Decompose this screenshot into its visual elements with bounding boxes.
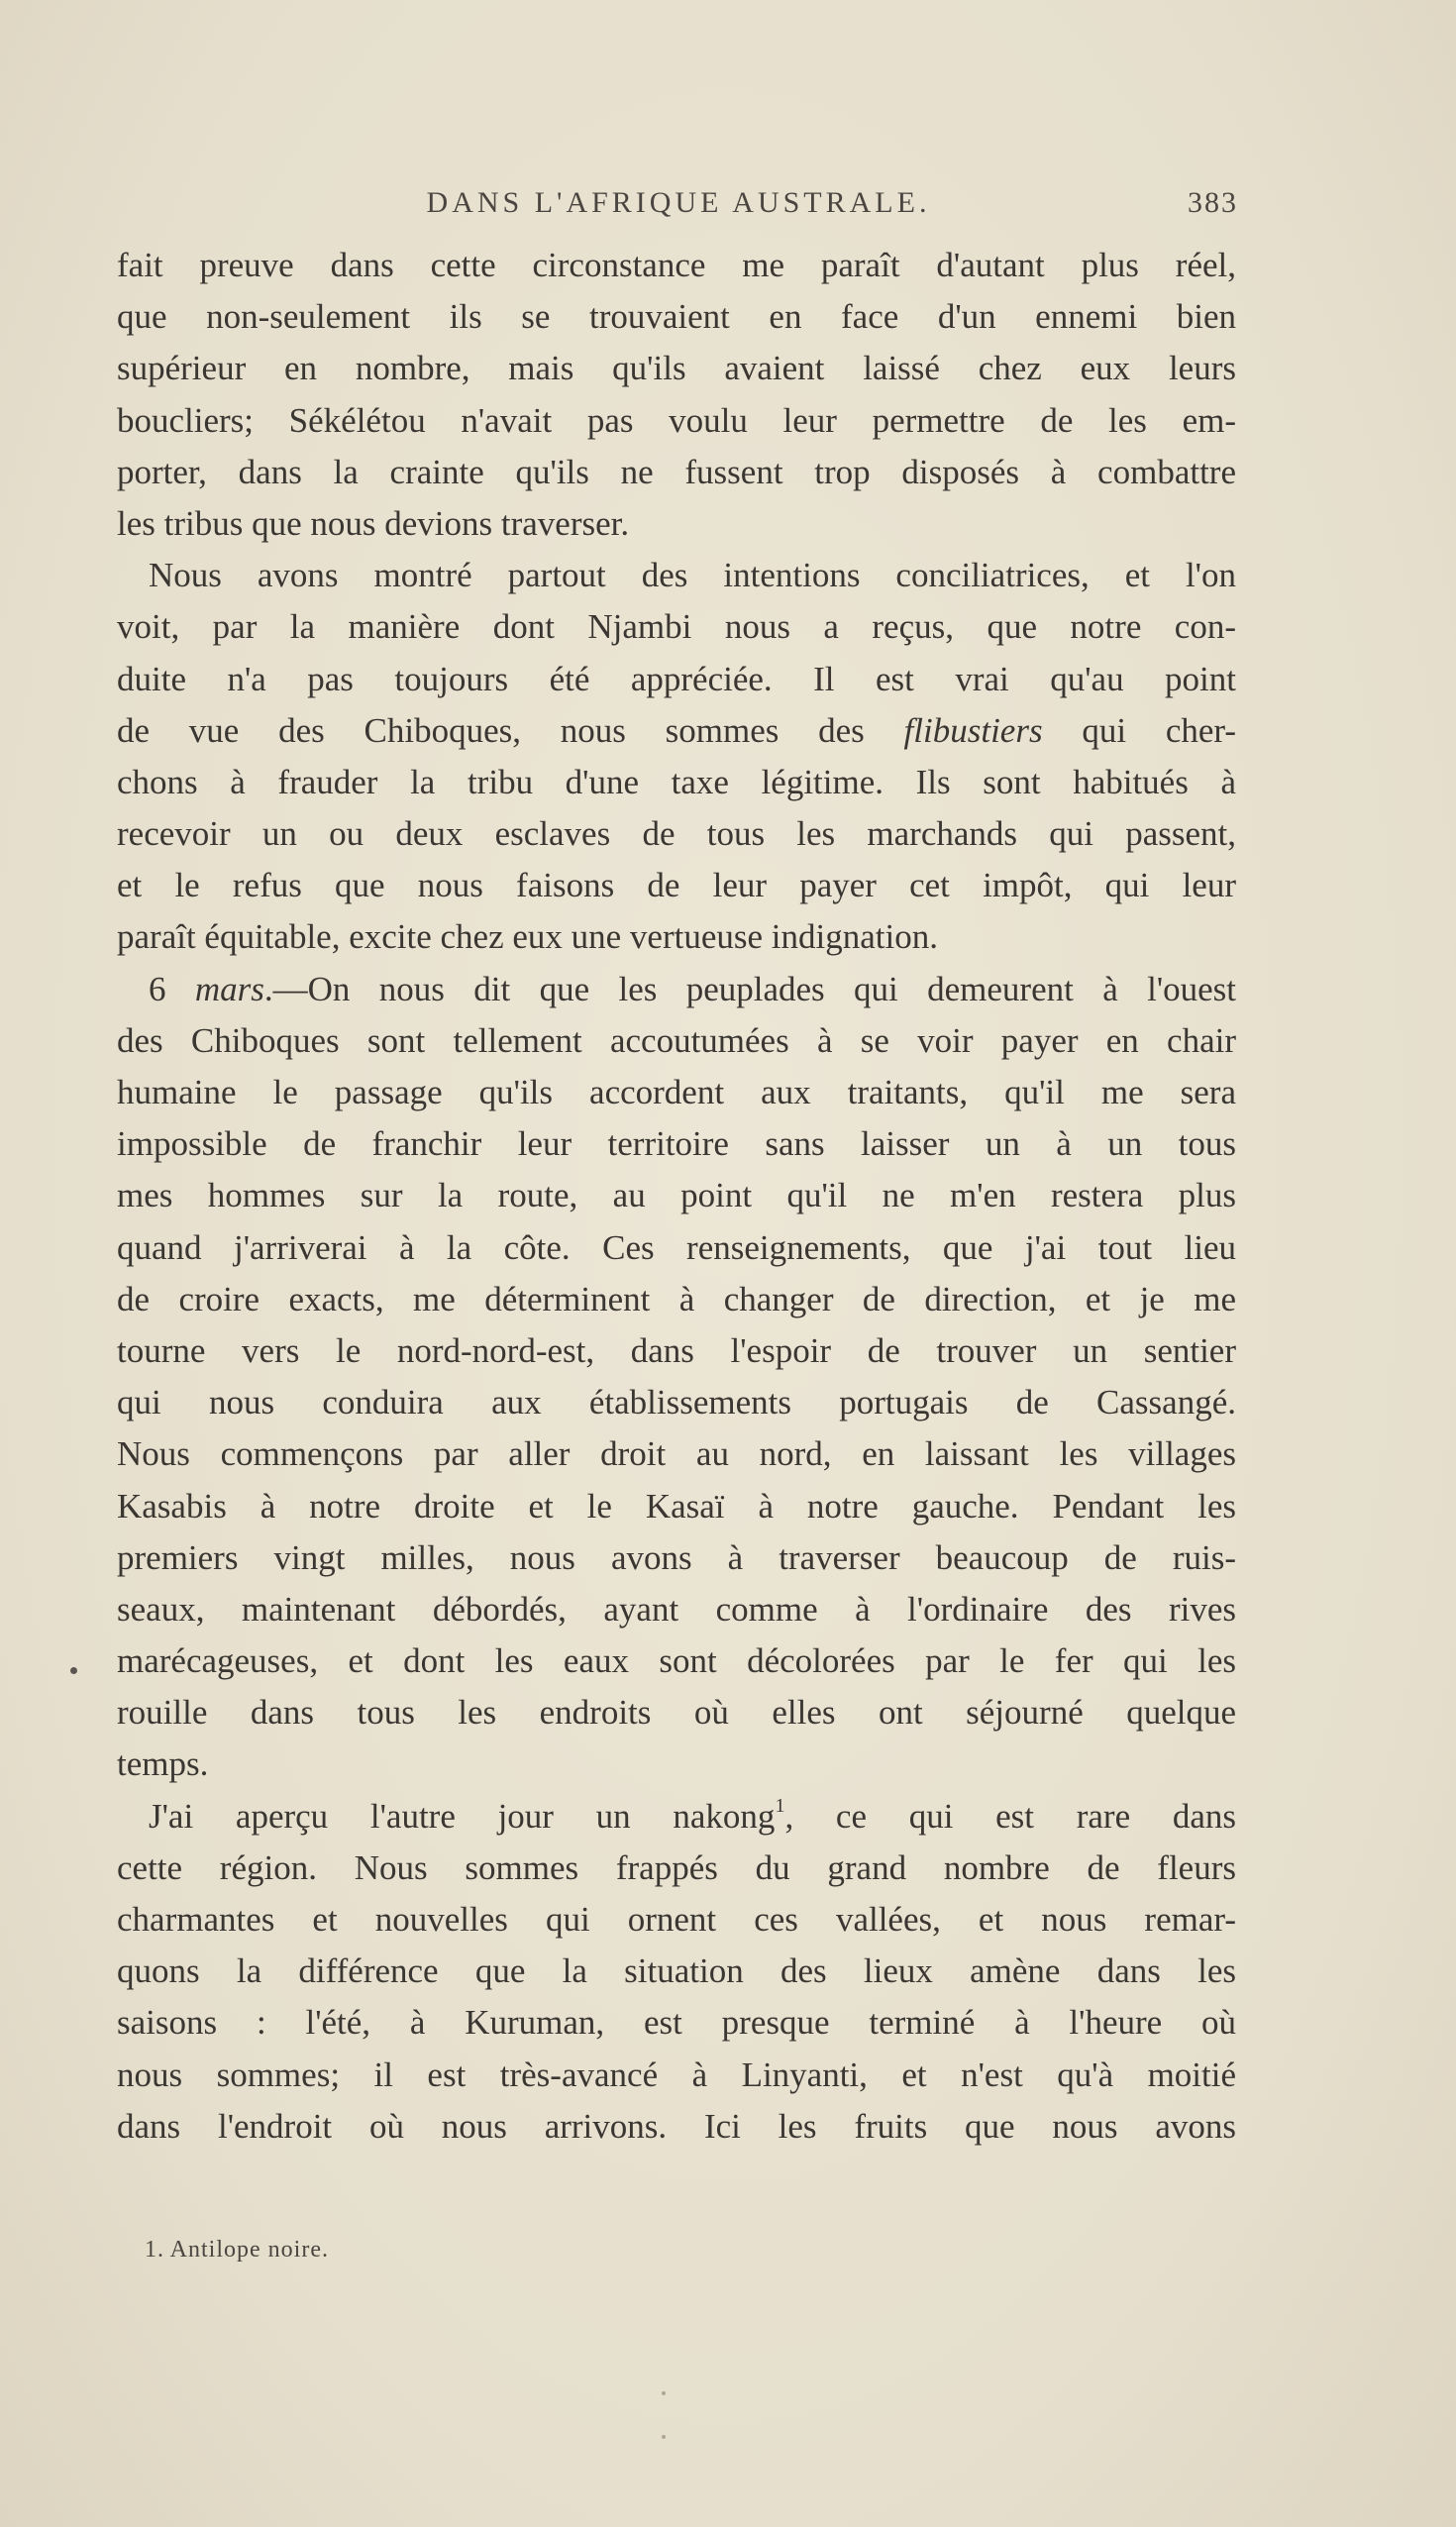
text-line: impossible de franchir leur territoire sans laisser un à un tous xyxy=(117,1124,1236,1164)
paper-speck xyxy=(662,2435,666,2439)
text-line: dans l'endroit où nous arrivons. Ici les fruits que nous avons xyxy=(117,2106,1236,2146)
running-title: DANS L'AFRIQUE AUSTRALE. xyxy=(426,186,931,219)
text-line: cette région. Nous sommes frappés du grand nombre de fleurs xyxy=(117,1847,1236,1887)
text-line: boucliers; Sékélétou n'avait pas voulu leur permettre de les em- xyxy=(117,400,1236,440)
text-line: des Chiboques sont tellement accoutumées à se voir payer en chair xyxy=(117,1020,1236,1060)
text-line: tourne vers le nord-nord-est, dans l'espoir de trouver un sentier xyxy=(117,1330,1236,1370)
text-line: paraît équitable, excite chez eux une vertueuse indignation. xyxy=(117,917,938,957)
text-line: marécageuses, et dont les eaux sont décolorées par le fer qui les xyxy=(117,1641,1236,1681)
text-segment: J'ai aperçu l'autre jour un nakong xyxy=(149,1796,776,1836)
text-line: chons à frauder la tribu d'une taxe légitime. Ils sont habitués à xyxy=(117,762,1236,801)
text-segment: qui cher- xyxy=(1082,710,1237,750)
text-line: les tribus que nous devions traverser. xyxy=(117,503,630,543)
date-month: mars xyxy=(194,969,264,1008)
running-head xyxy=(119,178,1238,228)
text-line: premiers vingt milles, nous avons à traverser beaucoup de ruis- xyxy=(117,1537,1236,1577)
text-segment: de vue des Chiboques, nous sommes des xyxy=(117,710,865,750)
text-line: nous sommes; il est très-avancé à Linyanti, et n'est qu'à moitié xyxy=(117,2054,1236,2094)
date-day: 6 xyxy=(149,969,166,1008)
text-line xyxy=(117,964,1236,1015)
text-segment: .—On nous dit que les peuplades qui demeurent à l'ouest xyxy=(263,969,1237,1008)
text-line: quand j'arriverai à la côte. Ces renseignements, que j'ai tout lieu xyxy=(117,1227,1236,1267)
text-line: temps. xyxy=(117,1744,209,1784)
footnote-reference[interactable]: 1 xyxy=(775,1794,785,1817)
text-line: seaux, maintenant débordés, ayant comme à l'ordinaire des rives xyxy=(117,1589,1236,1629)
text-line: duite n'a pas toujours été appréciée. Il est vrai qu'au point xyxy=(117,659,1236,698)
italic-word: flibustiers xyxy=(903,710,1043,750)
text-line: voit, par la manière dont Njambi nous a reçus, que notre con- xyxy=(117,607,1236,647)
text-line: rouille dans tous les endroits où elles ont séjourné quelque xyxy=(117,1693,1236,1733)
margin-mark xyxy=(70,1667,77,1674)
text-line: qui nous conduira aux établissements portugais de Cassangé. xyxy=(117,1383,1236,1422)
text-line xyxy=(117,1791,1236,1843)
text-line: fait preuve dans cette circonstance me paraît d'autant plus réel, xyxy=(117,246,1236,284)
text-line: humaine le passage qu'ils accordent aux traitants, qu'il me sera xyxy=(117,1073,1236,1111)
footnote: 1. Antilope noire. xyxy=(145,2237,329,2263)
text-line: porter, dans la crainte qu'ils ne fussent trop disposés à combattre xyxy=(117,452,1236,491)
text-line: saisons : l'été, à Kuruman, est presque terminé à l'heure où xyxy=(117,2003,1236,2043)
text-line: Kasabis à notre droite et le Kasaï à notre gauche. Pendant les xyxy=(117,1486,1236,1526)
text-line: de croire exacts, me déterminent à changer de direction, et je me xyxy=(117,1279,1236,1318)
body-text xyxy=(117,240,1236,2153)
text-line: Nous commençons par aller droit au nord, en laissant les villages xyxy=(117,1434,1236,1474)
text-line: quons la différence que la situation des lieux amène dans les xyxy=(117,1951,1236,1991)
text-line xyxy=(117,705,1236,757)
page-number: 383 xyxy=(1188,186,1238,219)
text-line: Nous avons montré partout des intentions conciliatrices, et l'on xyxy=(149,556,1236,595)
text-line: recevoir un ou deux esclaves de tous les marchands qui passent, xyxy=(117,814,1236,854)
text-line: mes hommes sur la route, au point qu'il ne m'en restera plus xyxy=(117,1176,1236,1215)
text-segment: , ce qui est rare dans xyxy=(784,1796,1236,1836)
text-line: que non-seulement ils se trouvaient en face d'un ennemi bien xyxy=(117,297,1236,337)
text-line: et le refus que nous faisons de leur payer cet impôt, qui leur xyxy=(117,866,1236,905)
paper-speck xyxy=(662,2391,666,2395)
text-line: charmantes et nouvelles qui ornent ces vallées, et nous remar- xyxy=(117,1900,1236,1939)
text-line: supérieur en nombre, mais qu'ils avaient laissé chez eux leurs xyxy=(117,349,1236,388)
